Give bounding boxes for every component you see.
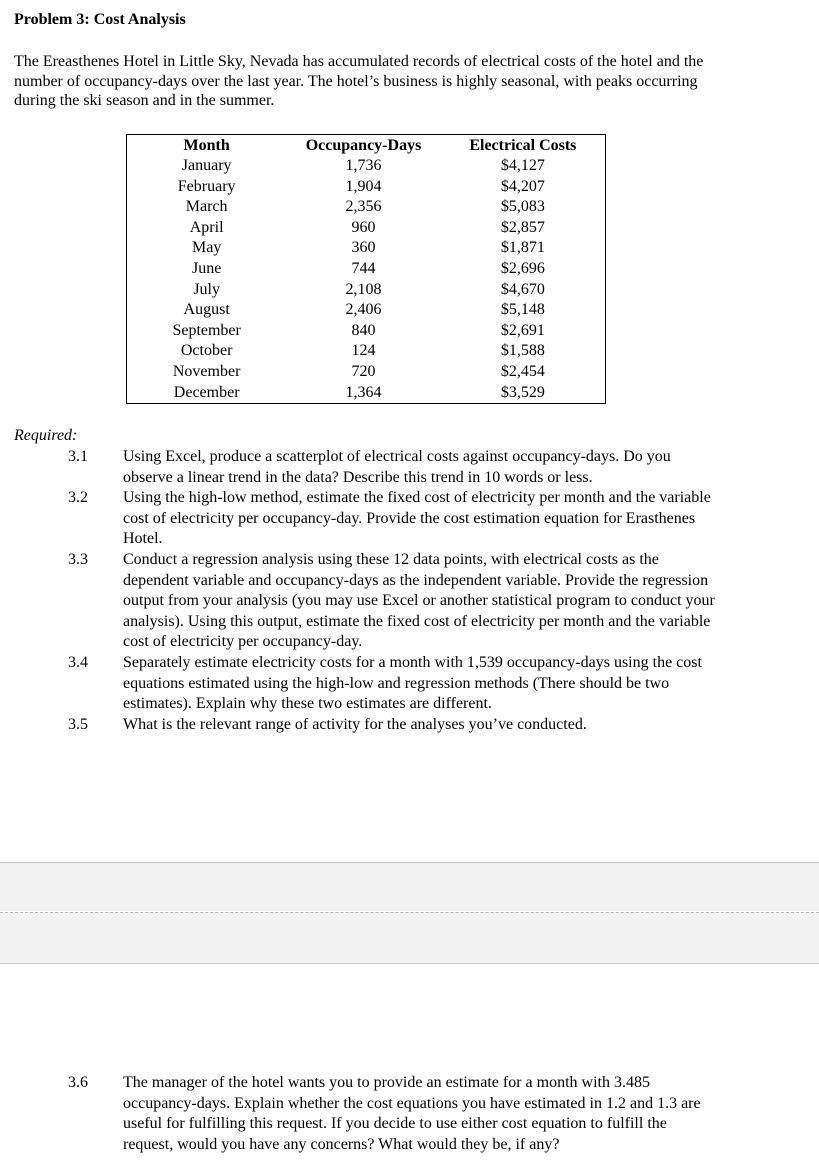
month-cell: September [172,321,241,339]
requirement-text: Separately estimate electricity costs for a month with 1,539 occupancy-days using the cost equations estimated using the high-low and regression methods (There should be two estimates). Explain why these two estimates are different. [123,654,702,713]
cost-cell: $2,696 [500,259,545,277]
requirement-text: Conduct a regression analysis using these 12 data points, with electrical costs as the dependent variable and occupancy-days as the independent variable. Provide the regression output from your analysis (you may use Excel or another statistical program to conduct your analysis). Using this output, estimate the fixed cost of electricity per month and the variable cost of electricity per occupancy-day. [123,551,715,651]
requirement-text: Using Excel, produce a scatterplot of electrical costs against occupancy-days. Do you observe a linear trend in the data? Describe this trend in 10 words or less. [123,448,671,486]
requirement-text: The manager of the hotel wants you to provide an estimate for a month with 3.485 occupancy-days. Explain whether the cost equations you have estimated in 1.2 and 1.3 are useful for fulfilling this request. If you decide to use either cost equation to fulfill the request, would you have any concerns? What would they be, if any? [123,1074,701,1153]
month-cell: November [172,362,241,380]
requirement-number: 3.4 [68,654,88,671]
month-cell: July [193,280,220,298]
occupancy-cell: 720 [351,362,376,380]
cost-data-table [126,134,606,404]
table-row [127,280,606,301]
occupancy-cell: 840 [351,321,376,339]
occupancy-cell: 2,356 [345,198,382,216]
table-row [127,218,606,239]
table-row [127,259,606,280]
required-label: Required: [14,427,78,444]
occupancy-cell: 960 [351,218,376,236]
month-cell: October [180,342,233,360]
requirement-number: 3.2 [68,489,88,506]
occupancy-cell: 1,904 [345,177,382,195]
cost-cell: $4,207 [500,177,545,195]
problem-title: Problem 3: Cost Analysis [14,11,186,28]
requirement-number: 3.3 [68,551,88,568]
occupancy-cell: 744 [351,259,376,277]
month-cell: June [191,259,222,277]
header-electrical-costs: Electrical Costs [469,137,577,154]
requirement-number: 3.5 [68,716,88,733]
cost-cell: $2,454 [500,362,545,380]
table-row [127,156,606,177]
table-row [127,383,606,404]
occupancy-cell: 124 [351,342,376,360]
cost-cell: $5,148 [500,301,545,319]
cost-cell: $1,871 [500,239,545,257]
table-row [127,321,606,342]
page-break-band [0,862,819,911]
problem-intro: The Ereasthenes Hotel in Little Sky, Nevada has accumulated records of electrical costs of the hotel and the number of occupancy-days over the last year. The hotel’s business is highly seasonal, with peaks occurring during the ski season and in the summer. [14,53,704,109]
requirement-number: 3.6 [68,1074,88,1091]
requirement-text: What is the relevant range of activity for the analyses you’ve conducted. [123,716,587,733]
table-row [127,177,606,198]
occupancy-cell: 1,736 [345,157,382,174]
table-row [127,341,606,362]
cost-cell: $4,127 [500,157,545,174]
month-cell: February [177,177,236,195]
month-cell: April [189,218,224,236]
table-row [127,238,606,259]
header-month: Month [183,137,230,154]
requirement-text: Using the high-low method, estimate the fixed cost of electricity per month and the variable cost of electricity per occupancy-day. Provide the cost estimation equation for Erasthenes Hotel. [123,489,711,548]
requirement-number: 3.1 [68,448,88,465]
month-cell: August [183,301,230,319]
header-occupancy-days: Occupancy-Days [305,137,422,154]
page-break-band [0,912,819,964]
table-header-row [127,135,606,157]
cost-cell: $3,529 [500,383,545,401]
cost-cell: $2,691 [500,321,545,339]
table-row [127,300,606,321]
cost-cell: $5,083 [500,198,545,216]
month-cell: January [181,157,232,174]
occupancy-cell: 1,364 [345,383,382,401]
cost-cell: $2,857 [500,218,545,236]
cost-cell: $1,588 [500,342,545,360]
month-cell: March [185,198,228,216]
cost-cell: $4,670 [500,280,545,298]
occupancy-cell: 360 [351,239,376,257]
table-row [127,197,606,218]
month-cell: December [173,383,240,401]
occupancy-cell: 2,406 [345,301,382,319]
occupancy-cell: 2,108 [345,280,382,298]
table-row [127,362,606,383]
month-cell: May [191,239,222,257]
